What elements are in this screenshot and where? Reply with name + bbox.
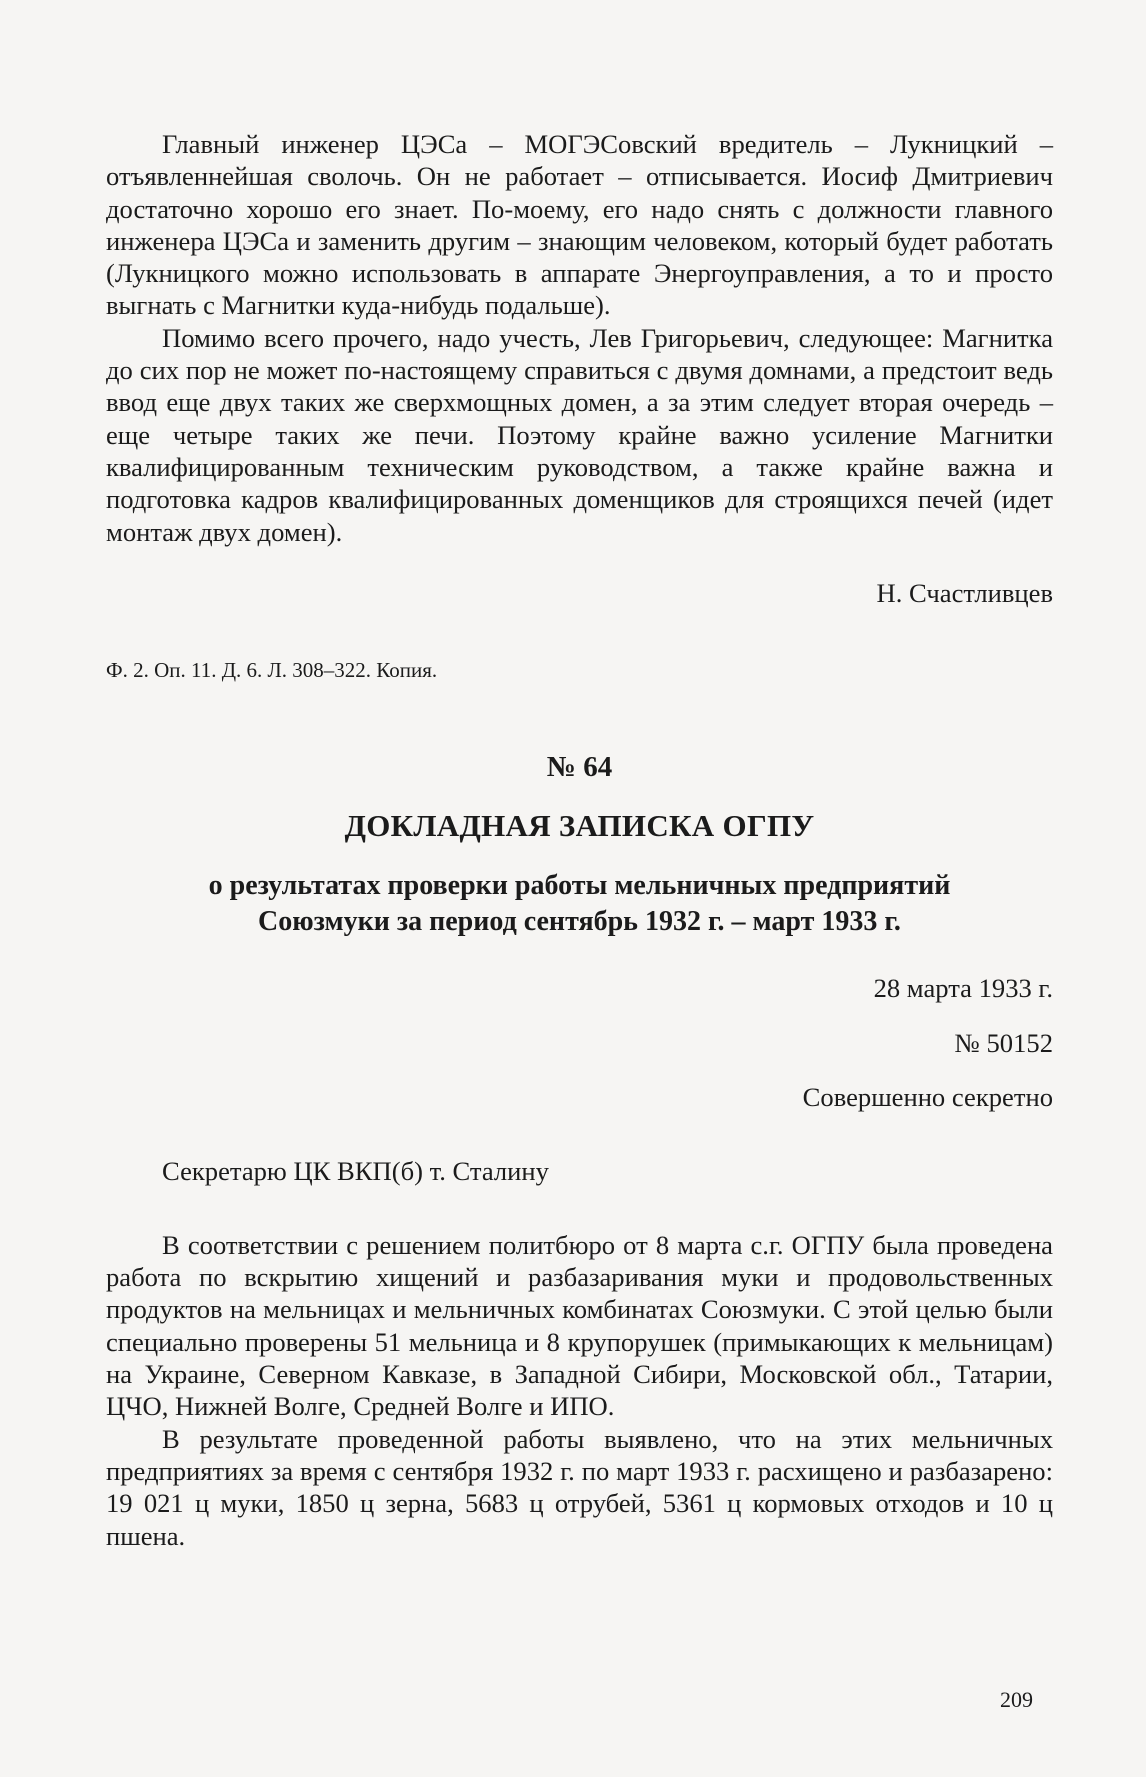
document-paragraph-2: В результате проведенной работы выявлено, что на этих мельничных предприятиях за время с сентября 1932 г. по март 1933 г. расхищено и разбазарено: 19 021 ц муки, 1850 ц зерна, 5683 ц отрубей, 5361 ц кормовых отходов и 10 ц пшена. [106, 1423, 1053, 1551]
page-content [106, 128, 1053, 1552]
archive-reference: Ф. 2. Оп. 11. Д. 6. Л. 308–322. Копия. [106, 657, 438, 682]
signature: Н. Счастливцев [876, 577, 1053, 608]
page-number: 209 [1000, 1687, 1033, 1712]
document-title: ДОКЛАДНАЯ ЗАПИСКА ОГПУ [344, 807, 815, 843]
document-registration-number: № 50152 [954, 1027, 1053, 1058]
document-paragraph-1: В соответствии с решением политбюро от 8 марта с.г. ОГПУ была проведена работа по вскрытию хищений и разбазаривания муки и продовольственных продуктов на мельницах и мельничных комбинатах Союзмуки. С этой целью были специально проверены 51 мельница и 8 крупорушек (примыкающих к мельницам) на Украине, Северном Кавказе, в Западной Сибири, Московской обл., Татарии, ЦЧО, Нижней Волге, Средней Волге и ИПО. [106, 1229, 1053, 1422]
classification-mark: Совершенно секретно [802, 1081, 1053, 1112]
document-subtitle-line-1: о результатах проверки работы мельничных предприятий [208, 869, 951, 901]
continuation-paragraph-1: Главный инженер ЦЭСа – МОГЭСовский вредитель – Лукницкий – отъявленнейшая сволочь. Он не работает – отписывается. Иосиф Дмитриевич достаточно хорошо его знает. По-моему, его надо снять с должности главного инженера ЦЭСа и заменить другим – знающим человеком, который будет работать (Лукницкого можно использовать в аппарате Энергоуправления, а то и просто выгнать с Магнитки куда-нибудь подальше). [106, 129, 1053, 321]
document-subtitle [106, 868, 1053, 940]
spacer [106, 1187, 1053, 1229]
continuation-paragraph-2: Помимо всего прочего, надо учесть, Лев Григорьевич, следующее: Магнитка до сих пор не может по-настоящему справиться с двумя домнами, а предстоит ведь ввод еще двух таких же сверхмощных домен, а за этим следует вторая очередь – еще четыре таких же печи. Поэтому крайне важно усиление Магнитки квалифицированным техническим руководством, а также крайне важна и подготовка кадров квалифицированных доменщиков для строящихся печей (идет монтаж двух домен). [106, 322, 1053, 547]
document-number: № 64 [546, 750, 613, 783]
document-date: 28 марта 1933 г. [873, 972, 1053, 1003]
document-subtitle-line-2: Союзмуки за период сентябрь 1932 г. – март 1933 г. [258, 905, 901, 937]
addressee: Секретарю ЦК ВКП(б) т. Сталину [162, 1155, 549, 1186]
